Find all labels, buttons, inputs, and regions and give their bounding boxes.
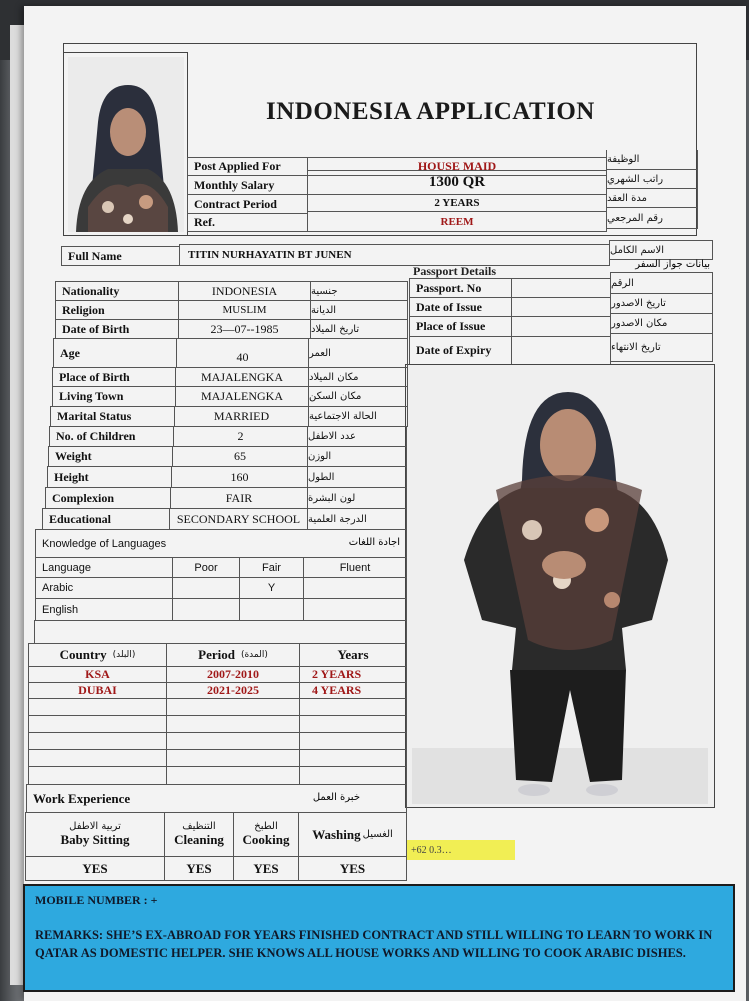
passport-no-value [511, 278, 611, 298]
lang-english-name: English [35, 598, 173, 621]
full-name-label: Full Name [61, 246, 180, 266]
exp-row-2-country: DUBAI [28, 682, 167, 699]
exp-empty-row [28, 698, 167, 716]
exp-empty-row [28, 766, 167, 785]
religion-ar: الديانة [310, 300, 408, 320]
monthly-salary-value: 1300 QR [307, 170, 607, 195]
dob-value: 23—07--1985 [178, 319, 311, 339]
lang-header-poor: Poor [172, 557, 240, 578]
education-value: SECONDARY SCHOOL [169, 508, 308, 530]
ref-ar: رقم المرجعي [606, 207, 698, 229]
lang-header-fluent: Fluent [303, 557, 407, 578]
exp-empty-row [28, 715, 167, 733]
redacted-phone-sticker: +62 0.3… [407, 840, 515, 860]
contract-period-label: Contract Period [187, 194, 308, 214]
exp-header-country-en: Country [59, 647, 107, 662]
place-of-issue-ar: مكان الاصدور [610, 313, 713, 334]
passport-header: Passport Details [413, 264, 496, 278]
skill-washing-en: Washing [312, 826, 361, 842]
skill-cleaning-en: Cleaning [174, 832, 224, 847]
lang-english-poor [172, 598, 240, 621]
exp-empty-row [299, 749, 407, 767]
weight-label: Weight [48, 446, 173, 467]
skill-baby-sitting-value: YES [25, 856, 165, 881]
ref-value: REEM [307, 211, 607, 232]
ref-label: Ref. [187, 213, 308, 232]
exp-header-country-ar: (البلد) [112, 650, 136, 660]
passport-no-ar: الرقم [610, 272, 713, 294]
date-of-expiry-value [511, 336, 611, 365]
place-of-birth-value: MAJALENGKA [175, 367, 309, 387]
skill-cooking-value: YES [233, 856, 299, 881]
skill-cooking-ar: الطبخ [254, 821, 278, 832]
weight-ar: الوزن [307, 446, 407, 467]
age-value: 40 [176, 338, 309, 368]
lang-arabic-fair: Y [239, 577, 304, 599]
exp-empty-row [166, 698, 300, 716]
education-label: Educational [42, 508, 170, 530]
exp-empty-row [299, 715, 407, 733]
exp-header-period [166, 643, 300, 667]
children-ar: عدد الاطفل [307, 426, 407, 447]
lang-header-fair: Fair [239, 557, 304, 578]
height-ar: الطول [307, 466, 407, 488]
lang-english-fluent [303, 598, 407, 621]
exp-empty-row [28, 732, 167, 750]
complexion-label: Complexion [45, 487, 171, 509]
date-of-expiry-label: Date of Expiry [409, 336, 512, 365]
exp-empty-row [299, 766, 407, 785]
monthly-salary-label: Monthly Salary [187, 175, 308, 195]
skill-washing-value: YES [298, 856, 407, 881]
nationality-label: Nationality [55, 281, 179, 301]
exp-empty-row [28, 749, 167, 767]
date-of-issue-ar: تاريخ الاصدور [610, 293, 713, 314]
exp-empty-row [299, 698, 407, 716]
page-title: INDONESIA APPLICATION [266, 98, 595, 125]
exp-header-period-en: Period [198, 647, 235, 662]
place-of-issue-label: Place of Issue [409, 316, 512, 337]
full-name-ar: الاسم الكامل [609, 240, 713, 260]
dob-label: Date of Birth [55, 319, 179, 339]
date-of-expiry-ar: تاريخ الانتهاء [610, 333, 713, 362]
complexion-value: FAIR [170, 487, 308, 509]
exp-empty-row [166, 715, 300, 733]
exp-header-country [28, 643, 167, 667]
marital-status-label: Marital Status [50, 406, 175, 427]
lang-arabic-name: Arabic [35, 577, 173, 599]
skill-cleaning-value: YES [164, 856, 234, 881]
skill-cooking-en: Cooking [242, 832, 290, 847]
skill-baby-sitting-ar: تربية الاطفل [69, 821, 121, 832]
skill-baby-sitting-en: Baby Sitting [60, 832, 130, 847]
contract-period-value: 2 YEARS [307, 194, 607, 212]
marital-status-ar: الحالة الاجتماعية [308, 406, 408, 427]
age-label: Age [53, 338, 177, 368]
post-applied-value: HOUSE MAID [307, 157, 607, 176]
weight-value: 65 [172, 446, 308, 467]
skill-baby-sitting [25, 812, 165, 857]
dob-ar: تاريخ الميلاد [310, 319, 408, 339]
work-experience-title-ar: خبرة العمل [312, 792, 360, 803]
religion-label: Religion [55, 300, 179, 320]
exp-empty-row [166, 766, 300, 785]
place-of-birth-label: Place of Birth [52, 367, 176, 387]
exp-header-years: Years [299, 643, 407, 667]
age-ar: العمر [308, 338, 408, 368]
nationality-value: INDONESIA [178, 281, 311, 301]
height-label: Height [47, 466, 172, 488]
full-body-photo [412, 370, 708, 804]
education-ar: الدرجة العلمية [307, 508, 407, 530]
mobile-number: MOBILE NUMBER : + [35, 893, 158, 907]
passport-header-ar: بيانات جواز السفر [635, 259, 710, 270]
remarks-box [23, 884, 735, 992]
children-label: No. of Children [49, 426, 174, 447]
exp-empty-row [166, 749, 300, 767]
exp-row-2-years: 4 YEARS [299, 682, 407, 699]
skill-cooking [233, 812, 299, 857]
languages-title: Knowledge of Languages [35, 529, 407, 558]
portrait-photo [68, 57, 184, 232]
full-name-value: TITIN NURHAYATIN BT JUNEN [179, 244, 610, 266]
post-applied-ar: الوظيفة [606, 150, 698, 170]
place-of-issue-value [511, 316, 611, 337]
exp-header-period-ar: (المدة) [240, 650, 268, 660]
children-value: 2 [173, 426, 308, 447]
languages-title-ar: اجادة اللغات [348, 537, 400, 548]
exp-row-1-years: 2 YEARS [299, 666, 407, 683]
work-experience-title: Work Experience [26, 784, 407, 813]
skill-cleaning [164, 812, 234, 857]
post-applied-label: Post Applied For [187, 157, 308, 176]
skill-washing-ar: الغسيل [362, 829, 393, 840]
living-town-ar: مكان السكن [308, 386, 408, 407]
religion-value: MUSLIM [178, 300, 311, 320]
contract-period-ar: مدة العقد [606, 188, 698, 208]
living-town-value: MAJALENGKA [175, 386, 309, 407]
passport-no-label: Passport. No [409, 278, 512, 298]
exp-row-1-country: KSA [28, 666, 167, 683]
lang-arabic-poor [172, 577, 240, 599]
skill-washing [298, 812, 407, 857]
exp-row-2-period: 2021-2025 [166, 682, 300, 699]
place-of-birth-ar: مكان الميلاد [308, 367, 408, 387]
date-of-issue-value [511, 297, 611, 317]
monthly-salary-ar: راتب الشهري [606, 169, 698, 189]
marital-status-value: MARRIED [174, 406, 309, 427]
exp-empty-row [166, 732, 300, 750]
lang-header-language: Language [35, 557, 173, 578]
exp-empty-row [299, 732, 407, 750]
remarks-text: REMARKS: SHE’S EX-ABROAD FOR YEARS FINISHED CONTRACT AND STILL WILLING TO LEARN TO WORK IN QATAR AS DOMESTIC HELPER. SHE KNOWS ALL HOUSE WORKS AND WILLING TO COOK ARABIC DISHES. [35, 928, 713, 960]
skill-cleaning-ar: التنظيف [182, 821, 216, 832]
living-town-label: Living Town [52, 386, 176, 407]
lang-english-fair [239, 598, 304, 621]
exp-row-1-period: 2007-2010 [166, 666, 300, 683]
nationality-ar: جنسية [310, 281, 408, 301]
date-of-issue-label: Date of Issue [409, 297, 512, 317]
height-value: 160 [171, 466, 308, 488]
lang-arabic-fluent [303, 577, 407, 599]
complexion-ar: لون البشرة [307, 487, 407, 509]
spacer-row [34, 620, 407, 644]
